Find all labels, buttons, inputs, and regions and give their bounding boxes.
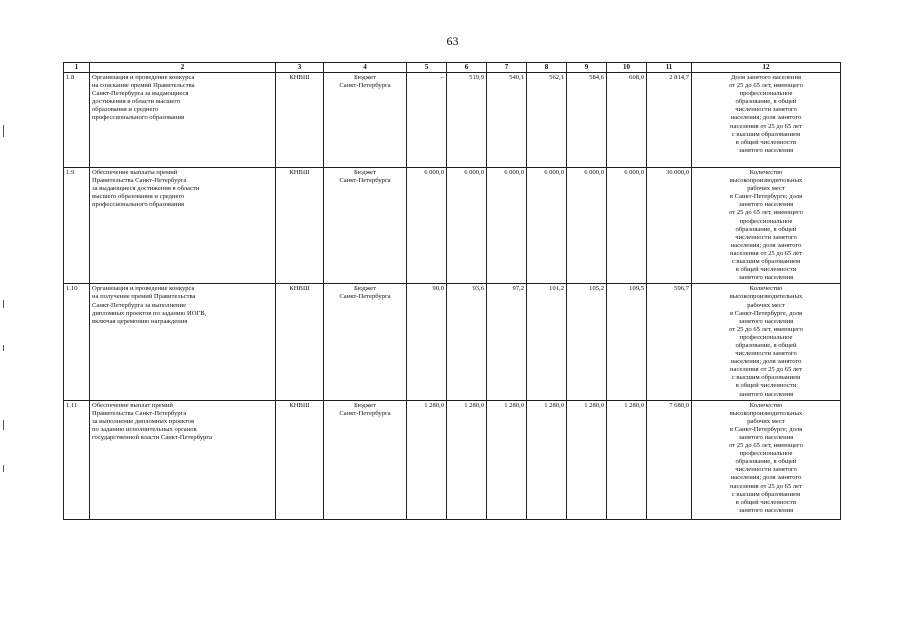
year-value: 93,6	[447, 284, 487, 400]
year-value: 1 280,0	[567, 400, 607, 519]
budget-table	[63, 62, 841, 520]
column-header: 4	[324, 63, 407, 73]
row-id: 1.9	[64, 168, 90, 284]
year-value: 1 280,0	[607, 400, 647, 519]
row-id: 1.10	[64, 284, 90, 400]
expected-result: Количество высокопроизводительных рабочих мест в Санкт-Петербурге; доля занятого населения от 25 до 65 лет, имеющего профессиональное образование, в общей численности занятого населения; доля занятого населения от 25 до 65 лет с высшим образованием в общей численности занятого населения	[692, 168, 841, 284]
row-id: 1.8	[64, 73, 90, 168]
table-row	[64, 284, 841, 400]
executor: КНВШ	[276, 73, 324, 168]
year-value: 1 280,0	[447, 400, 487, 519]
expected-result: Количество высокопроизводительных рабочих мест в Санкт-Петербурге; доля занятого населения от 25 до 65 лет, имеющего профессиональное образование, в общей численности занятого населения; доля занятого населения от 25 до 65 лет с высшим образованием в общей численности занятого населения	[692, 400, 841, 519]
column-header: 7	[487, 63, 527, 73]
year-value: 584,6	[567, 73, 607, 168]
funding-source: Бюджет Санкт-Петербурга	[324, 73, 407, 168]
column-header: 5	[407, 63, 447, 73]
column-header: 11	[647, 63, 692, 73]
executor: КНВШ	[276, 400, 324, 519]
column-header: 9	[567, 63, 607, 73]
funding-source: Бюджет Санкт-Петербурга	[324, 168, 407, 284]
total-value: 596,7	[647, 284, 692, 400]
activity-name: Организация и проведение конкурса на соискание премий Правительства Санкт-Петербурга за выдающиеся достижения в области высшего образования и среднего профессионального образования	[90, 73, 276, 168]
year-value: 6 000,0	[487, 168, 527, 284]
year-value: 1 280,0	[407, 400, 447, 519]
column-header: 8	[527, 63, 567, 73]
funding-source: Бюджет Санкт-Петербурга	[324, 400, 407, 519]
funding-source: Бюджет Санкт-Петербурга	[324, 284, 407, 400]
column-header: 3	[276, 63, 324, 73]
binding-margin-marks	[3, 0, 7, 640]
column-header: 2	[90, 63, 276, 73]
year-value: 562,1	[527, 73, 567, 168]
year-value: 101,2	[527, 284, 567, 400]
table-row	[64, 73, 841, 168]
total-value: 2 814,7	[647, 73, 692, 168]
year-value: 519,9	[447, 73, 487, 168]
column-header: 1	[64, 63, 90, 73]
year-value: 6 000,0	[567, 168, 607, 284]
year-value: –	[407, 73, 447, 168]
year-value: 6 000,0	[527, 168, 567, 284]
year-value: 6 000,0	[607, 168, 647, 284]
total-value: 7 680,0	[647, 400, 692, 519]
activity-name: Обеспечение выплат премий Правительства Санкт-Петербурга за выполнение дипломных проектов по заданию исполнительных органов государственной власти Санкт-Петербурга	[90, 400, 276, 519]
year-value: 90,0	[407, 284, 447, 400]
year-value: 1 280,0	[487, 400, 527, 519]
column-header: 10	[607, 63, 647, 73]
page-number: 63	[446, 34, 459, 48]
executor: КНВШ	[276, 168, 324, 284]
column-header: 12	[692, 63, 841, 73]
year-value: 109,5	[607, 284, 647, 400]
table-row	[64, 400, 841, 519]
column-number-row	[64, 63, 841, 73]
year-value: 608,0	[607, 73, 647, 168]
year-value: 97,2	[487, 284, 527, 400]
year-value: 105,2	[567, 284, 607, 400]
year-value: 540,1	[487, 73, 527, 168]
table-row	[64, 168, 841, 284]
year-value: 1 280,0	[527, 400, 567, 519]
column-header: 6	[447, 63, 487, 73]
year-value: 6 000,0	[447, 168, 487, 284]
row-id: 1.11	[64, 400, 90, 519]
executor: КНВШ	[276, 284, 324, 400]
activity-name: Организация и проведение конкурса на получение премий Правительства Санкт-Петербурга за выполнение дипломных проектов по заданию ИОГВ, включая церемонию награждения	[90, 284, 276, 400]
year-value: 6 000,0	[407, 168, 447, 284]
expected-result: Количество высокопроизводительных рабочих мест в Санкт-Петербурге, доля занятого населения от 25 до 65 лет, имеющего профессиональное образование, в общей численности занятого населения; доля занятого населения от 25 до 65 лет с высшим образованием в общей численности занятого населения	[692, 284, 841, 400]
expected-result: Доля занятого населения от 25 до 65 лет, имеющего профессиональное образование, в общей численности занятого населения; доля занятого населения от 25 до 65 лет с высшим образованием в общей численности занятого населения	[692, 73, 841, 168]
activity-name: Обеспечение выплаты премий Правительства Санкт-Петербурга за выдающиеся достижения в области высшего образования и среднего профессионального образования	[90, 168, 276, 284]
total-value: 36 000,0	[647, 168, 692, 284]
